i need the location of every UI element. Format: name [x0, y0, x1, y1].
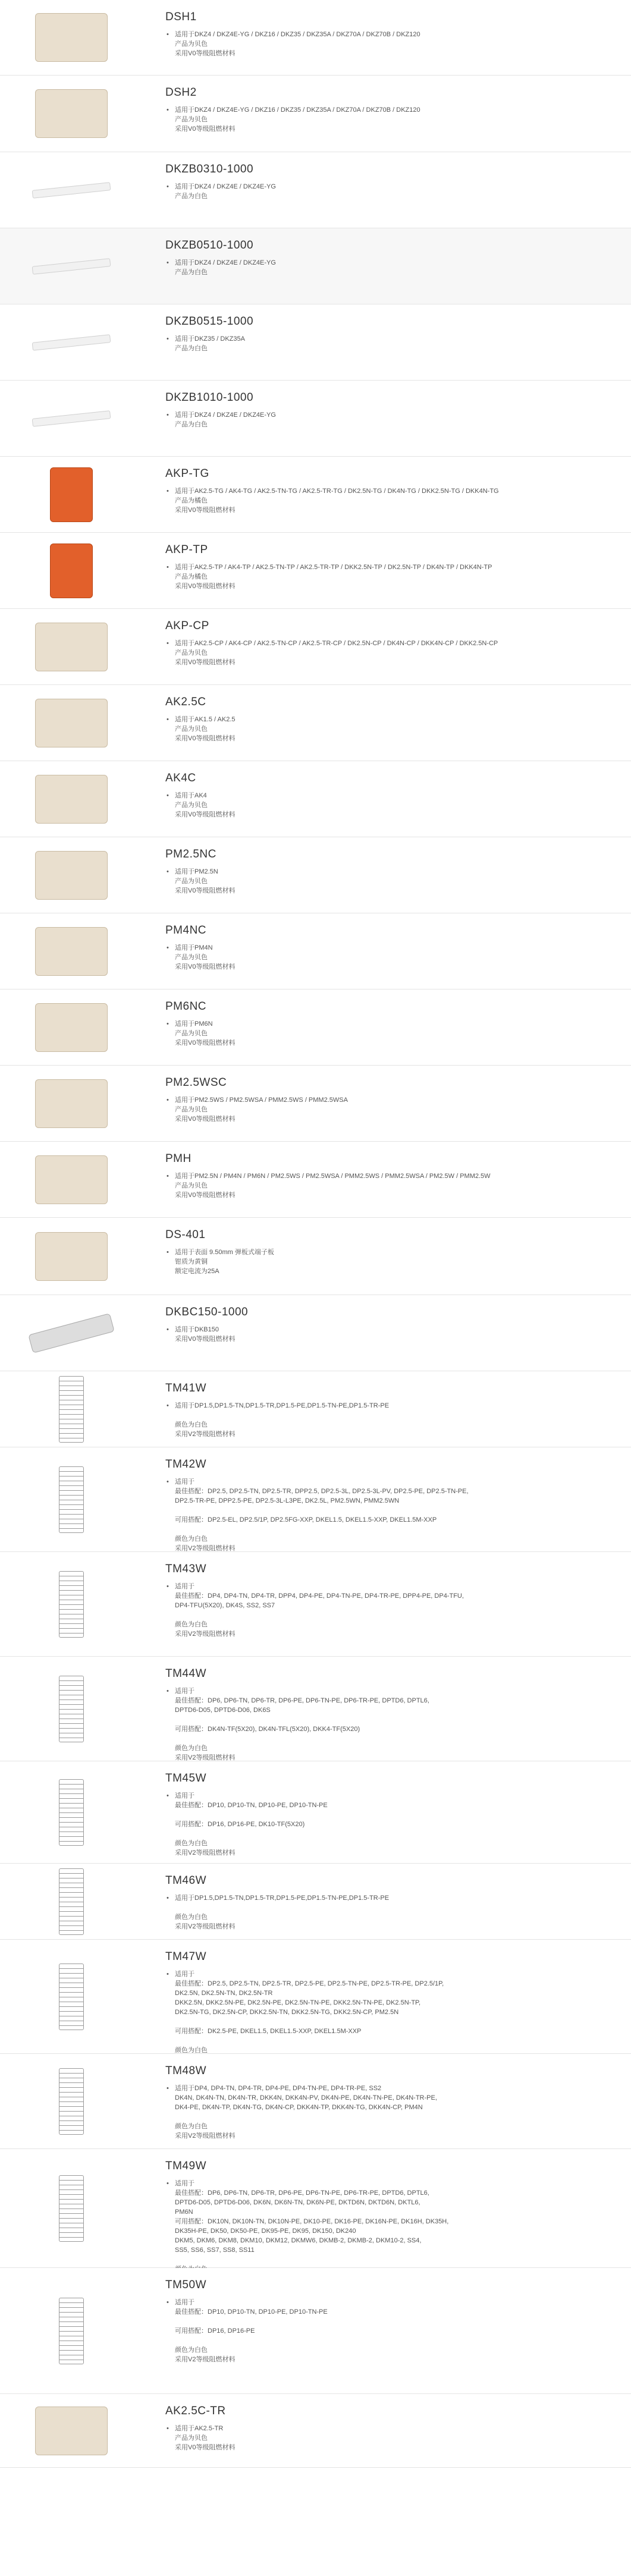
product-info — [165, 1950, 613, 2065]
product-image-placeholder — [59, 2175, 84, 2242]
spec-spacer — [165, 1506, 613, 1515]
spec-line: 采用V2等级阻燃材料 — [175, 1849, 236, 1856]
spec-line: 采用V0等级阻燃材料 — [175, 735, 236, 742]
spec-line: 最佳搭配：DP6, DP6-TN, DP6-TR, DP6-PE, DP6-TN-PE, DP6-TR-PE, DPTD6, DPTL6, — [175, 2189, 429, 2197]
product-image — [0, 1218, 143, 1295]
product-title: TM45W — [165, 1772, 206, 1785]
spec-compatibility: • 适用于 — [165, 1477, 613, 1487]
spec-compatibility: • 适用于AK2.5-TG / AK4-TG / AK2.5-TN-TG / AK2.5-TR-TG / DK2.5N-TG / DK4N-TG / DKK2.5N-TG / DKK4N-TG — [165, 486, 613, 496]
spec-line: 可用搭配：DK4N-TF(5X20), DK4N-TFL(5X20), DKK4-TF(5X20) — [175, 1726, 360, 1733]
product-row — [0, 1066, 631, 1142]
product-spec-list — [165, 2424, 613, 2452]
product-title: PMH — [165, 1152, 192, 1165]
spec-line: 颜色为白色 — [175, 1535, 208, 1543]
product-spec-list — [165, 1401, 613, 1439]
spec-line: PM6N — [175, 2209, 193, 2216]
product-image — [0, 304, 143, 380]
product-info — [165, 2160, 613, 2283]
spec-compatibility: • 适用于DP1.5,DP1.5-TN,DP1.5-TR,DP1.5-PE,DP1.5-TN-PE,DP1.5-TR-PE — [165, 1401, 613, 1410]
product-image — [0, 761, 143, 837]
spec-compatibility: • 适用于AK1.5 / AK2.5 — [165, 715, 613, 724]
product-info — [165, 86, 613, 134]
product-info — [165, 1000, 613, 1048]
product-image-placeholder — [32, 182, 111, 199]
spec-compatibility: • 适用于 — [165, 1686, 613, 1696]
product-image-placeholder — [32, 258, 111, 275]
product-row — [0, 0, 631, 76]
product-image — [0, 1552, 143, 1656]
spec-compatibility: • 适用于 — [165, 1791, 613, 1801]
spec-line: 最佳搭配：DP4, DP4-TN, DP4-TR, DPP4, DP4-PE, DP4-TN-PE, DP4-TR-PE, DPP4-PE, DP4-TFU, — [175, 1592, 464, 1600]
spec-spacer — [165, 2112, 613, 2122]
product-image — [0, 1864, 143, 1939]
product-spec-list — [165, 182, 613, 201]
spec-line: DKM5, DKM6, DKM8, DKM10, DKM12, DKMW6, DKMB-2, DKMB-2, DKM10-2, SS4, — [175, 2237, 422, 2244]
spec-line: 可用搭配：DP16, DP16-PE, DK10-TF(5X20) — [175, 1821, 305, 1828]
product-title: AKP-TP — [165, 544, 208, 556]
spec-line: 产品为贝色 — [175, 802, 208, 809]
product-title: TM41W — [165, 1382, 206, 1394]
spec-line: 采用V2等级阻燃材料 — [175, 2132, 236, 2140]
product-spec-list — [165, 1019, 613, 1048]
product-image — [0, 1371, 143, 1447]
spec-line: DK35H-PE, DK50, DK50-PE, DK95-PE, DK95, DK150, DK240 — [175, 2228, 356, 2235]
product-spec-list — [165, 1171, 613, 1200]
product-info — [165, 163, 613, 201]
spec-line: DK4N, DK4N-TN, DK4N-TR, DKK4N, DKK4N-PV, DK4N-PE, DK4N-TN-PE, DK4N-TR-PE, — [175, 2094, 437, 2101]
product-row — [0, 533, 631, 609]
product-spec-list — [165, 1477, 613, 1553]
product-row — [0, 1761, 631, 1864]
spec-line: DK4-PE, DK4N-TP, DK4N-TG, DK4N-CP, DKK4N-TP, DKK4N-TG, DKK4N-CP, PM4N — [175, 2104, 423, 2111]
spec-line: 采用V2等级阻燃材料 — [175, 2356, 236, 2363]
spec-compatibility: • 适用于DKZ4 / DKZ4E-YG / DKZ16 / DKZ35 / DKZ35A / DKZ70A / DKZ70B / DKZ120 — [165, 105, 613, 115]
product-info — [165, 1667, 613, 1763]
product-spec-list — [165, 2298, 613, 2364]
product-row — [0, 2394, 631, 2468]
spec-line: 产品为贝色 — [175, 1182, 208, 1189]
product-row — [0, 1371, 631, 1447]
spec-spacer — [165, 1410, 613, 1420]
spec-line: 颜色为白色 — [175, 2346, 208, 2354]
spec-line: 产品为贝色 — [175, 116, 208, 123]
spec-compatibility: • 适用于 — [165, 1969, 613, 1979]
spec-spacer — [165, 2036, 613, 2046]
product-spec-list — [165, 1893, 613, 1931]
product-image — [0, 837, 143, 913]
spec-line: 采用V0等级阻燃材料 — [175, 963, 236, 970]
spec-line: DK2.5N, DK2.5N-TN, DK2.5N-TR — [175, 1990, 273, 1997]
spec-line: DPTD6-D05, DPTD6-D06, DK6N, DK6N-TN, DK6N-PE, DKTD6N, DKTD6N, DKTL6, — [175, 2199, 420, 2206]
spec-compatibility: • 适用于PM6N — [165, 1019, 613, 1029]
product-row — [0, 1552, 631, 1657]
spec-compatibility: • 适用于AK2.5-CP / AK4-CP / AK2.5-TN-CP / AK2.5-TR-CP / DK2.5N-CP / DK4N-CP / DKK4N-CP / DKK2.5N-CP — [165, 639, 613, 648]
spec-spacer — [165, 1829, 613, 1839]
product-info — [165, 1772, 613, 1858]
product-info — [165, 848, 613, 896]
product-image-placeholder — [59, 1376, 84, 1443]
spec-compatibility: • 适用于DKZ4 / DKZ4E / DKZ4E-YG — [165, 410, 613, 420]
product-info — [165, 391, 613, 429]
spec-line: 产品为贝色 — [175, 725, 208, 733]
spec-line: 采用V2等级阻燃材料 — [175, 1754, 236, 1761]
product-row — [0, 152, 631, 228]
spec-line: 最佳搭配：DP2.5, DP2.5-TN, DP2.5-TR, DPP2.5, DP2.5-3L, DP2.5-3L-PV, DP2.5-PE, DP2.5-TN-PE, — [175, 1488, 469, 1495]
product-title: PM4NC — [165, 924, 207, 937]
product-spec-list — [165, 1791, 613, 1858]
product-row — [0, 1218, 631, 1295]
product-image — [0, 228, 143, 304]
spec-compatibility: • 适用于DKZ4 / DKZ4E / DKZ4E-YG — [165, 258, 613, 268]
spec-line: 颜色为白色 — [175, 1421, 208, 1428]
product-image — [0, 1295, 143, 1371]
spec-line: 可用搭配：DP16, DP16-PE — [175, 2327, 255, 2335]
product-info — [165, 1152, 613, 1200]
product-spec-list — [165, 1095, 613, 1124]
product-image — [0, 685, 143, 761]
spec-line: 颜色为白色 — [175, 1745, 208, 1752]
spec-line: DPTD6-D05, DPTD6-D06, DK6S — [175, 1707, 271, 1714]
product-title: AK2.5C-TR — [165, 2405, 226, 2417]
product-row — [0, 2268, 631, 2394]
spec-line: 采用V0等级阻燃材料 — [175, 507, 236, 514]
product-image-placeholder — [35, 1155, 108, 1204]
product-spec-list — [165, 563, 613, 591]
spec-line: 产品为贝色 — [175, 40, 208, 48]
spec-line: 采用V0等级阻燃材料 — [175, 1116, 236, 1123]
product-row — [0, 76, 631, 152]
spec-line: 采用V2等级阻燃材料 — [175, 1631, 236, 1638]
spec-compatibility: • 适用于表面 9.50mm 弹板式端子板 — [165, 1248, 613, 1257]
product-spec-list — [165, 791, 613, 819]
product-info — [165, 924, 613, 972]
spec-compatibility: • 适用于DKZ4 / DKZ4E-YG / DKZ16 / DKZ35 / DKZ35A / DKZ70A / DKZ70B / DKZ120 — [165, 30, 613, 39]
product-title: DSH1 — [165, 11, 197, 23]
product-title: PM6NC — [165, 1000, 207, 1013]
product-image — [0, 152, 143, 228]
spec-line: 颜色为白色 — [175, 2047, 208, 2054]
spec-line: 采用V0等级阻燃材料 — [175, 1039, 236, 1047]
product-image — [0, 2394, 143, 2467]
product-image-placeholder — [32, 334, 111, 351]
spec-line: 采用V0等级阻燃材料 — [175, 811, 236, 818]
product-image-placeholder — [59, 1868, 84, 1935]
product-image — [0, 1940, 143, 2053]
product-image — [0, 1657, 143, 1761]
spec-line: 产品为白色 — [175, 345, 208, 352]
product-image-placeholder — [32, 410, 111, 427]
spec-line: 采用V2等级阻燃材料 — [175, 1431, 236, 1438]
spec-line: 采用V0等级阻燃材料 — [175, 659, 236, 666]
product-spec-list — [165, 30, 613, 58]
product-image — [0, 1066, 143, 1141]
product-row — [0, 1142, 631, 1218]
spec-spacer — [165, 1525, 613, 1534]
product-spec-list — [165, 867, 613, 896]
spec-spacer — [165, 2317, 613, 2326]
spec-line: 产品为贝色 — [175, 649, 208, 656]
product-title: PM2.5WSC — [165, 1076, 227, 1089]
product-row — [0, 1940, 631, 2054]
product-image-placeholder — [35, 2407, 108, 2455]
product-row — [0, 381, 631, 457]
spec-spacer — [165, 1734, 613, 1743]
product-image — [0, 913, 143, 989]
product-row — [0, 685, 631, 761]
product-spec-list — [165, 715, 613, 743]
product-image-placeholder — [59, 1571, 84, 1638]
product-image — [0, 1447, 143, 1551]
product-info — [165, 696, 613, 743]
spec-line: 颜色为白色 — [175, 1621, 208, 1628]
spec-compatibility: • 适用于PM4N — [165, 943, 613, 953]
spec-line: 最佳搭配：DP2.5, DP2.5-TN, DP2.5-TR, DP2.5-PE, DP2.5-TN-PE, DP2.5-TR-PE, DP2.5/1P, — [175, 1980, 444, 1987]
product-image-placeholder — [35, 927, 108, 976]
product-image — [0, 2149, 143, 2267]
product-title: DKZB0510-1000 — [165, 239, 254, 252]
product-spec-list — [165, 639, 613, 667]
product-title: DKZB0310-1000 — [165, 163, 254, 175]
spec-compatibility: • 适用于DKZ4 / DKZ4E / DKZ4E-YG — [165, 182, 613, 191]
product-image-placeholder — [35, 1232, 108, 1281]
product-info — [165, 1229, 613, 1276]
product-info — [165, 1306, 613, 1344]
spec-line: 采用V0等级阻燃材料 — [175, 2444, 236, 2451]
product-info — [165, 2279, 613, 2364]
product-title: AKP-CP — [165, 620, 209, 632]
spec-line: 采用V0等级阻燃材料 — [175, 125, 236, 133]
product-image — [0, 533, 143, 608]
spec-line: 可用搭配：DK10N, DK10N-TN, DK10N-PE, DK10-PE, DK16-PE, DK16N-PE, DK16H, DK35H, — [175, 2218, 449, 2225]
spec-line: DP4-TFU(5X20), DK4S, SS2, SS7 — [175, 1602, 275, 1609]
spec-line: 颜色为白色 — [175, 2123, 208, 2130]
product-info — [165, 620, 613, 667]
product-spec-list — [165, 1325, 613, 1344]
spec-line: 最佳搭配：DP6, DP6-TN, DP6-TR, DP6-PE, DP6-TN-PE, DP6-TR-PE, DPTD6, DPTL6, — [175, 1697, 429, 1704]
product-image — [0, 2268, 143, 2393]
spec-compatibility: • 适用于DKB150 — [165, 1325, 613, 1334]
spec-line: 采用V0等级阻燃材料 — [175, 1336, 236, 1343]
product-title: PM2.5NC — [165, 848, 216, 860]
product-row — [0, 228, 631, 304]
product-image-placeholder — [50, 467, 93, 522]
product-title: TM48W — [165, 2065, 206, 2077]
product-row — [0, 761, 631, 837]
spec-line: DP2.5-TR-PE, DPP2.5-PE, DP2.5-3L-L3PE, DK2.5L, PM2.5WN, PMM2.5WN — [175, 1497, 400, 1504]
spec-compatibility: • 适用于PM2.5N / PM4N / PM6N / PM2.5WS / PM2.5WSA / PMM2.5WS / PMM2.5WSA / PM2.5W / PMM2.5W — [165, 1171, 613, 1181]
spec-line: 采用V0等级阻燃材料 — [175, 1192, 236, 1199]
product-title: TM47W — [165, 1950, 206, 1963]
product-spec-list — [165, 258, 613, 277]
product-title: TM42W — [165, 1458, 206, 1471]
product-row — [0, 2054, 631, 2149]
spec-line: 可用搭配：DK2.5-PE, DKEL1.5, DKEL1.5-XXP, DKEL1.5M-XXP — [175, 2028, 362, 2035]
product-image — [0, 989, 143, 1065]
spec-line: 产品为贝色 — [175, 954, 208, 961]
spec-spacer — [165, 2255, 613, 2264]
product-image-placeholder — [35, 1003, 108, 1052]
product-spec-list — [165, 1969, 613, 2065]
spec-line: 可用搭配：DP2.5-EL, DP2.5/1P, DP2.5FG-XXP, DKEL1.5, DKEL1.5-XXP, DKEL1.5M-XXP — [175, 1516, 437, 1523]
spec-line: 产品为贝色 — [175, 1106, 208, 1113]
product-info — [165, 544, 613, 591]
product-info — [165, 1382, 613, 1439]
spec-line: 产品为贝色 — [175, 2434, 208, 2442]
product-title: DKZB0515-1000 — [165, 315, 254, 328]
product-spec-list — [165, 334, 613, 353]
spec-line: 钳质为黄铜 — [175, 1258, 208, 1265]
product-image — [0, 609, 143, 684]
product-title: AKP-TG — [165, 467, 209, 480]
product-spec-list — [165, 1248, 613, 1276]
product-title: TM49W — [165, 2160, 206, 2172]
product-image-placeholder — [59, 1466, 84, 1533]
spec-compatibility: • 适用于DP4, DP4-TN, DP4-TR, DP4-PE, DP4-TN-PE, DP4-TR-PE, SS2 — [165, 2084, 613, 2093]
spec-compatibility: • 适用于AK4 — [165, 791, 613, 800]
product-image — [0, 76, 143, 152]
product-image-placeholder — [28, 1313, 114, 1353]
product-row — [0, 1864, 631, 1940]
product-spec-list — [165, 2084, 613, 2141]
spec-spacer — [165, 1810, 613, 1820]
spec-spacer — [165, 1715, 613, 1724]
product-image-placeholder — [59, 1964, 84, 2030]
product-image-placeholder — [59, 2068, 84, 2135]
product-info — [165, 1076, 613, 1124]
spec-line: 采用V0等级阻燃材料 — [175, 887, 236, 894]
product-image-placeholder — [35, 89, 108, 138]
product-info — [165, 2065, 613, 2141]
product-spec-list — [165, 943, 613, 972]
spec-line: 最佳搭配：DP10, DP10-TN, DP10-PE, DP10-TN-PE — [175, 2308, 328, 2316]
product-title: DS-401 — [165, 1229, 206, 1241]
product-image-placeholder — [35, 699, 108, 747]
product-image-placeholder — [50, 544, 93, 598]
spec-line: 额定电流为25A — [175, 1268, 219, 1275]
product-info — [165, 239, 613, 277]
product-image-placeholder — [35, 775, 108, 824]
spec-line: DKK2.5N, DKK2.5N-PE, DK2.5N-PE, DK2.5N-TN-PE, DKK2.5N-TN-PE, DK2.5N-TP, — [175, 1999, 421, 2006]
product-spec-list — [165, 105, 613, 134]
product-row — [0, 457, 631, 533]
spec-line: 采用V2等级阻燃材料 — [175, 1545, 236, 1552]
product-title: TM44W — [165, 1667, 206, 1680]
product-image — [0, 381, 143, 456]
product-info — [165, 467, 613, 515]
product-image — [0, 1761, 143, 1863]
product-image — [0, 0, 143, 75]
spec-line: 产品为橘色 — [175, 497, 208, 504]
spec-compatibility: • 适用于 — [165, 1582, 613, 1591]
product-row — [0, 837, 631, 913]
product-row — [0, 1295, 631, 1371]
spec-line: 产品为橘色 — [175, 573, 208, 580]
product-row — [0, 609, 631, 685]
spec-line: DK2.5N-TG, DK2.5N-CP, DKK2.5N-TN, DKK2.5N-TG, DKK2.5N-CP, PM2.5N — [175, 2009, 399, 2016]
product-image-placeholder — [35, 623, 108, 671]
product-row — [0, 2149, 631, 2268]
product-image-placeholder — [59, 2298, 84, 2364]
product-image — [0, 457, 143, 532]
spec-compatibility: • 适用于DKZ35 / DKZ35A — [165, 334, 613, 344]
spec-compatibility: • 适用于 — [165, 2298, 613, 2307]
spec-line: 产品为贝色 — [175, 878, 208, 885]
spec-line: SS5, SS6, SS7, SS8, SS11 — [175, 2247, 255, 2254]
product-spec-list — [165, 1582, 613, 1639]
product-spec-list — [165, 410, 613, 429]
product-row — [0, 304, 631, 381]
product-image-placeholder — [59, 1779, 84, 1846]
spec-line: 产品为白色 — [175, 193, 208, 200]
product-info — [165, 2405, 613, 2452]
spec-compatibility: • 适用于PM2.5WS / PM2.5WSA / PMM2.5WS / PMM2.5WSA — [165, 1095, 613, 1105]
product-row — [0, 1447, 631, 1552]
product-title: AK2.5C — [165, 696, 206, 708]
spec-spacer — [165, 1903, 613, 1912]
product-image-placeholder — [35, 1079, 108, 1128]
spec-spacer — [165, 2336, 613, 2345]
product-info — [165, 1874, 613, 1931]
product-title: TM50W — [165, 2279, 206, 2291]
spec-spacer — [165, 1610, 613, 1620]
spec-line: 最佳搭配：DP10, DP10-TN, DP10-PE, DP10-TN-PE — [175, 1802, 328, 1809]
product-row — [0, 989, 631, 1066]
product-title: DSH2 — [165, 86, 197, 99]
product-info — [165, 1458, 613, 1553]
spec-line: 颜色为白色 — [175, 1840, 208, 1847]
product-info — [165, 1563, 613, 1639]
spec-line: 产品为贝色 — [175, 1030, 208, 1037]
spec-line: 颜色为白色 — [175, 1914, 208, 1921]
spec-compatibility: • 适用于AK2.5-TP / AK4-TP / AK2.5-TN-TP / AK2.5-TR-TP / DKK2.5N-TP / DK2.5N-TP / DK4N-TP / DKK4N-TP — [165, 563, 613, 572]
product-image-placeholder — [35, 851, 108, 900]
product-spec-list — [165, 1686, 613, 1763]
spec-line: 产品为白色 — [175, 421, 208, 428]
spec-line: 采用V0等级阻燃材料 — [175, 50, 236, 57]
product-image — [0, 2054, 143, 2148]
product-info — [165, 772, 613, 819]
product-title: AK4C — [165, 772, 196, 784]
spec-compatibility: • 适用于 — [165, 2179, 613, 2188]
product-title: DKBC150-1000 — [165, 1306, 249, 1318]
product-info — [165, 315, 613, 353]
product-image-placeholder — [59, 1676, 84, 1742]
product-info — [165, 11, 613, 58]
spec-line: 产品为白色 — [175, 269, 208, 276]
product-title: DKZB1010-1000 — [165, 391, 254, 404]
product-title: TM43W — [165, 1563, 206, 1575]
product-image-placeholder — [35, 13, 108, 62]
spec-compatibility: • 适用于DP1.5,DP1.5-TN,DP1.5-TR,DP1.5-PE,DP1.5-TN-PE,DP1.5-TR-PE — [165, 1893, 613, 1903]
product-row — [0, 1657, 631, 1761]
spec-compatibility: • 适用于PM2.5N — [165, 867, 613, 877]
product-spec-list — [165, 486, 613, 515]
product-row — [0, 913, 631, 989]
spec-spacer — [165, 2017, 613, 2027]
spec-line: 采用V0等级阻燃材料 — [175, 583, 236, 590]
spec-line: 采用V2等级阻燃材料 — [175, 1923, 236, 1930]
product-title: TM46W — [165, 1874, 206, 1887]
product-image — [0, 1142, 143, 1217]
spec-compatibility: • 适用于AK2.5-TR — [165, 2424, 613, 2433]
